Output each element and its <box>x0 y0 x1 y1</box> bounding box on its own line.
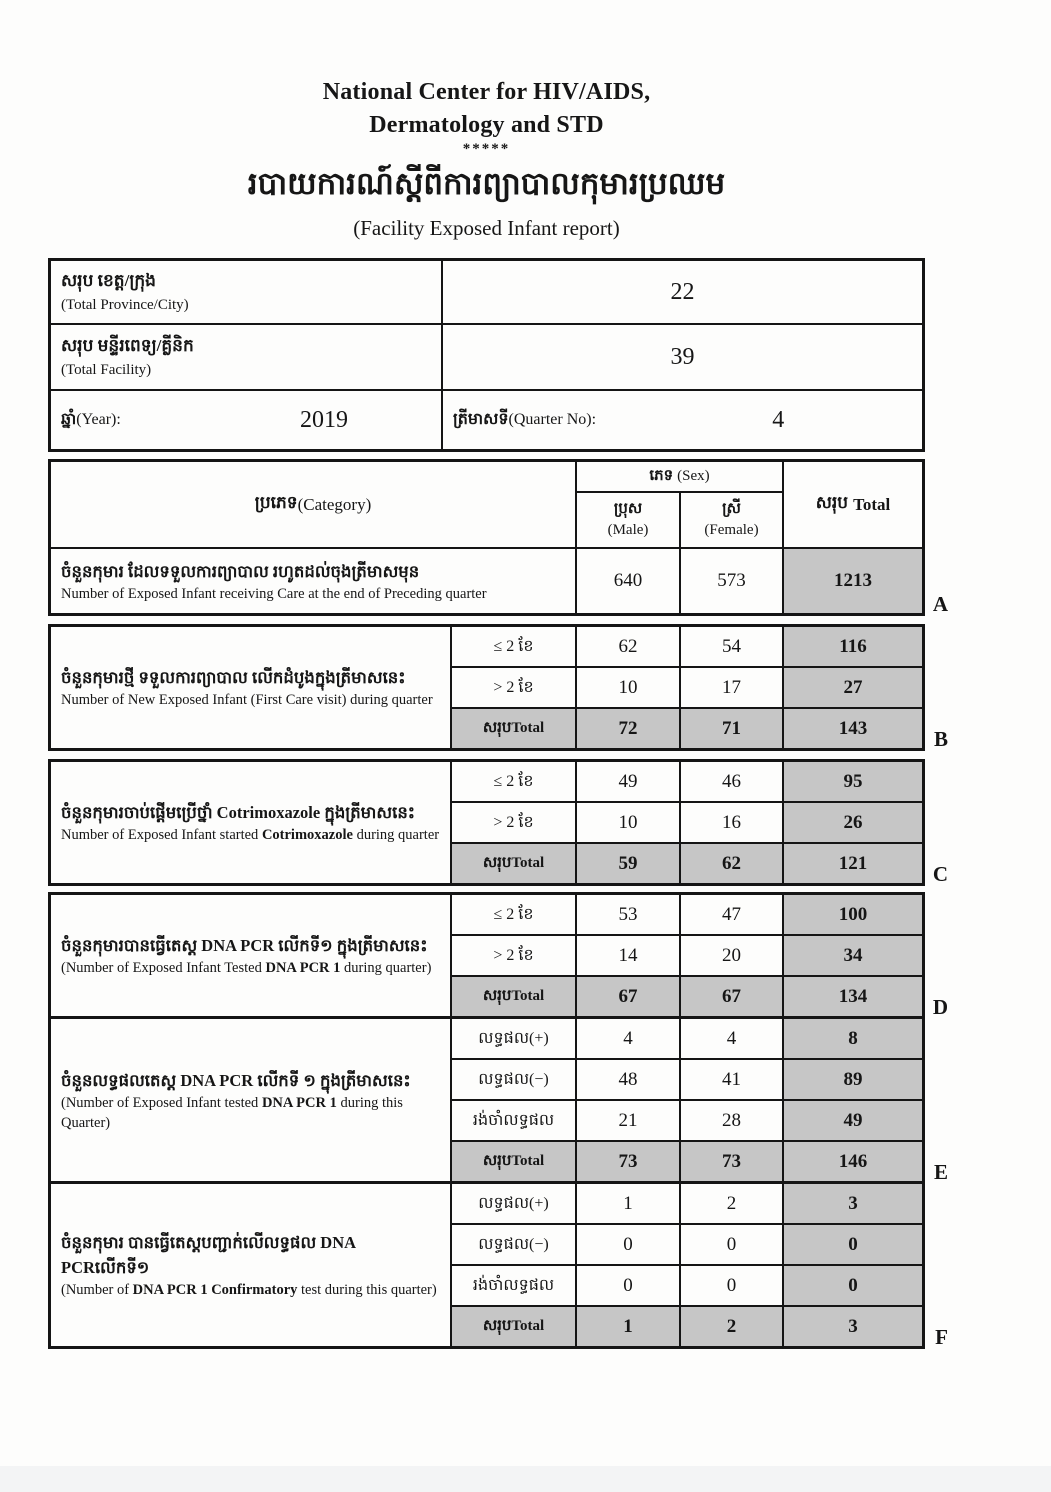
male-value-cell: 14 <box>577 936 681 975</box>
sex-header: ភេទ (Sex) <box>577 462 782 493</box>
male-value-cell: 49 <box>577 762 681 801</box>
row-label-cell: លទ្ធផល(−) <box>452 1060 577 1099</box>
total-row <box>452 975 922 1016</box>
row-label-cell: លទ្ធផល(−) <box>452 1225 577 1264</box>
report-section-B <box>51 627 948 751</box>
category-column-header: ប្រភេទ (Category) <box>51 462 577 547</box>
row-label-cell: ≤ 2 ខែ <box>452 895 577 934</box>
female-value-cell: 73 <box>681 1142 784 1181</box>
total-value-cell: 3 <box>784 1184 922 1223</box>
total-value-cell: 89 <box>784 1060 922 1099</box>
category-khmer-text: ចំនួនកុមារថ្មី ទទួលការព្យាបាល លើកដំបូងក្នុងត្រីមាសនេះ <box>61 668 406 687</box>
section-letter-B: B <box>933 727 948 751</box>
female-value-cell: 47 <box>681 895 784 934</box>
total-value-cell: 134 <box>784 977 922 1016</box>
summary-row-facility <box>51 325 922 391</box>
section-letter-A: A <box>932 592 948 616</box>
category-cell <box>51 1184 452 1346</box>
male-value-cell: 10 <box>577 668 681 707</box>
main-table-header <box>51 462 922 549</box>
quarter-field <box>443 391 922 449</box>
year-value: 2019 <box>300 406 348 433</box>
star-divider: ***** <box>462 141 511 157</box>
total-value-cell: 146 <box>784 1142 922 1181</box>
summary-row-period <box>51 391 922 449</box>
row-label-cell: សរុប Total <box>452 1307 577 1346</box>
total-value-cell: 49 <box>784 1101 922 1140</box>
row-label-cell: សរុប Total <box>452 709 577 748</box>
row-label-cell: សរុប Total <box>452 977 577 1016</box>
female-value-cell: 573 <box>681 549 784 613</box>
total-value-cell: 26 <box>784 803 922 842</box>
year-field <box>51 391 443 449</box>
report-section-F <box>51 1181 948 1349</box>
data-row <box>452 1099 922 1140</box>
male-value-cell: 72 <box>577 709 681 748</box>
male-column-header: ប្រុស (Male) <box>577 493 681 547</box>
male-value-cell: 4 <box>577 1019 681 1058</box>
category-khmer-text: ចំនួនកុមារ ដែលទទួលការព្យាបាល រហូតដល់ចុងត្រីមាសមុន <box>61 561 420 581</box>
quarter-value: 4 <box>772 406 785 433</box>
summary-row-province <box>51 261 922 325</box>
category-khmer-text: ចំនួនលទ្ធផលតេស្ដ DNA PCR លើកទី ១ ក្នុងត្រីមាសនេះ <box>61 1070 411 1090</box>
row-label-cell: រង់ចាំលទ្ធផល <box>452 1266 577 1305</box>
total-column-header: សរុប Total <box>815 493 891 514</box>
female-value-cell: 71 <box>681 709 784 748</box>
total-value-cell: 1213 <box>784 549 922 613</box>
province-label: សរុប ខេត្ត/ក្រុង (Total Province/City) <box>51 261 443 323</box>
category-english-text: (Number of DNA PCR 1 Confirmatory test during this quarter) <box>61 1282 437 1298</box>
section-rows <box>577 549 922 613</box>
male-value-cell: 67 <box>577 977 681 1016</box>
facility-total-value: 39 <box>670 343 695 370</box>
female-value-cell: 0 <box>681 1266 784 1305</box>
total-value-cell: 0 <box>784 1266 922 1305</box>
data-row <box>577 549 922 613</box>
male-value-cell: 0 <box>577 1225 681 1264</box>
data-row <box>452 1223 922 1264</box>
category-english-text: (Number of Exposed Infant tested DNA PCR 1 during this Quarter) <box>61 1094 403 1131</box>
total-row <box>452 1140 922 1181</box>
category-english-text: Number of New Exposed Infant (First Care visit) during quarter <box>61 692 433 708</box>
category-cell <box>51 762 452 883</box>
category-khmer-text: ចំនួនកុមារ បានធ្វើតេស្ដបញ្ជាក់លើលទ្ធផល DNA PCRលើកទី១ <box>61 1233 356 1277</box>
total-value-cell: 100 <box>784 895 922 934</box>
female-value-cell: 2 <box>681 1307 784 1346</box>
org-name-line1: National Center for HIV/AIDS, <box>322 79 651 105</box>
female-value-cell: 67 <box>681 977 784 1016</box>
report-sections <box>48 624 948 1349</box>
section-block <box>48 892 948 1349</box>
report-section-E <box>51 1016 948 1184</box>
section-letter-F: F <box>935 1325 948 1349</box>
data-row <box>452 934 922 975</box>
year-label-khmer: ឆ្នាំ <box>61 411 77 428</box>
section-rows <box>452 1019 922 1181</box>
female-value-cell: 16 <box>681 803 784 842</box>
male-value-cell: 53 <box>577 895 681 934</box>
category-cell <box>51 627 452 748</box>
category-english-text: Number of Exposed Infant receiving Care at the end of Preceding quarter <box>61 585 487 602</box>
report-section-C <box>51 762 948 886</box>
data-row <box>452 1264 922 1305</box>
female-column-header: ស្រី (Female) <box>704 501 759 538</box>
row-label-cell: > 2 ខែ <box>452 668 577 707</box>
quarter-label-khmer: ត្រីមាសទី <box>453 411 509 428</box>
province-total-value: 22 <box>670 278 695 305</box>
section-rows <box>452 1184 922 1346</box>
data-row <box>452 1058 922 1099</box>
male-value-cell: 1 <box>577 1307 681 1346</box>
total-value-cell: 27 <box>784 668 922 707</box>
female-value-cell: 2 <box>681 1184 784 1223</box>
section-rows <box>452 895 922 1016</box>
male-value-cell: 48 <box>577 1060 681 1099</box>
scan-smudge <box>0 1466 1051 1492</box>
total-value-cell: 34 <box>784 936 922 975</box>
category-english-text: Number of Exposed Infant started Cotrimoxazole during quarter <box>61 827 440 843</box>
total-value-cell: 116 <box>784 627 922 666</box>
row-label-cell: រង់ចាំលទ្ធផល <box>452 1101 577 1140</box>
category-english-text: (Number of Exposed Infant Tested DNA PCR 1 during quarter) <box>61 960 432 976</box>
category-khmer-text: ចំនួនកុមារចាប់ផ្ដើមប្រើថ្នាំ Cotrimoxazole ក្នុងត្រីមាសនេះ <box>61 803 416 822</box>
section-a-slot <box>51 549 948 616</box>
row-label-cell: > 2 ខែ <box>452 803 577 842</box>
facility-label: សរុប មន្ទីរពេទ្យ/គ្លីនិក (Total Facility) <box>51 325 443 389</box>
total-row <box>452 707 922 748</box>
male-value-cell: 62 <box>577 627 681 666</box>
section-letter-E: E <box>933 1160 948 1184</box>
year-label-english: (Year): <box>76 411 121 428</box>
report-content <box>48 0 948 1349</box>
category-cell <box>51 549 577 613</box>
data-row <box>452 627 922 666</box>
section-rows <box>452 627 922 748</box>
report-header <box>48 0 925 241</box>
row-label-cell: ≤ 2 ខែ <box>452 627 577 666</box>
row-label-cell: សរុប Total <box>452 1142 577 1181</box>
row-label-cell: សរុប Total <box>452 844 577 883</box>
category-khmer-text: ចំនួនកុមារបានធ្វើតេស្ដ DNA PCR លើកទី១ ក្នុងត្រីមាសនេះ <box>61 936 428 955</box>
main-table-header-block <box>48 459 948 616</box>
section-letter-D: D <box>932 995 948 1019</box>
data-row <box>452 666 922 707</box>
male-value-cell: 1 <box>577 1184 681 1223</box>
female-value-cell: 4 <box>681 1019 784 1058</box>
female-value-cell: 46 <box>681 762 784 801</box>
female-value-cell: 0 <box>681 1225 784 1264</box>
female-value-cell: 17 <box>681 668 784 707</box>
female-value-cell: 62 <box>681 844 784 883</box>
summary-table <box>48 258 925 452</box>
report-section-D <box>51 895 948 1019</box>
female-value-cell: 41 <box>681 1060 784 1099</box>
total-value-cell: 143 <box>784 709 922 748</box>
data-row <box>452 1184 922 1223</box>
report-section-A <box>51 549 948 616</box>
total-value-cell: 121 <box>784 844 922 883</box>
sex-column-group <box>577 462 784 547</box>
category-cell <box>51 895 452 1016</box>
total-value-cell: 8 <box>784 1019 922 1058</box>
row-label-cell: > 2 ខែ <box>452 936 577 975</box>
row-label-cell: លទ្ធផល(+) <box>452 1019 577 1058</box>
report-title-khmer: របាយការណ៍ស្ដីពីការព្យាបាលកុមារប្រឈម <box>247 166 726 201</box>
category-cell <box>51 1019 452 1181</box>
total-row <box>452 842 922 883</box>
section-block <box>48 624 948 751</box>
data-row <box>452 1019 922 1058</box>
section-block <box>48 759 948 886</box>
male-value-cell: 0 <box>577 1266 681 1305</box>
male-value-cell: 73 <box>577 1142 681 1181</box>
row-label-cell: ≤ 2 ខែ <box>452 762 577 801</box>
total-row <box>452 1305 922 1346</box>
male-value-cell: 10 <box>577 803 681 842</box>
data-row <box>452 762 922 801</box>
female-value-cell: 20 <box>681 936 784 975</box>
total-value-cell: 0 <box>784 1225 922 1264</box>
quarter-label-english: (Quarter No): <box>508 411 597 428</box>
total-value-cell: 3 <box>784 1307 922 1346</box>
total-value-cell: 95 <box>784 762 922 801</box>
section-rows <box>452 762 922 883</box>
data-row <box>452 895 922 934</box>
data-row <box>452 801 922 842</box>
section-letter-C: C <box>932 862 948 886</box>
report-subtitle: (Facility Exposed Infant report) <box>353 216 620 240</box>
male-value-cell: 21 <box>577 1101 681 1140</box>
male-value-cell: 640 <box>577 549 681 613</box>
male-value-cell: 59 <box>577 844 681 883</box>
row-label-cell: លទ្ធផល(+) <box>452 1184 577 1223</box>
org-name-line2: Dermatology and STD <box>369 112 604 138</box>
female-value-cell: 54 <box>681 627 784 666</box>
female-value-cell: 28 <box>681 1101 784 1140</box>
